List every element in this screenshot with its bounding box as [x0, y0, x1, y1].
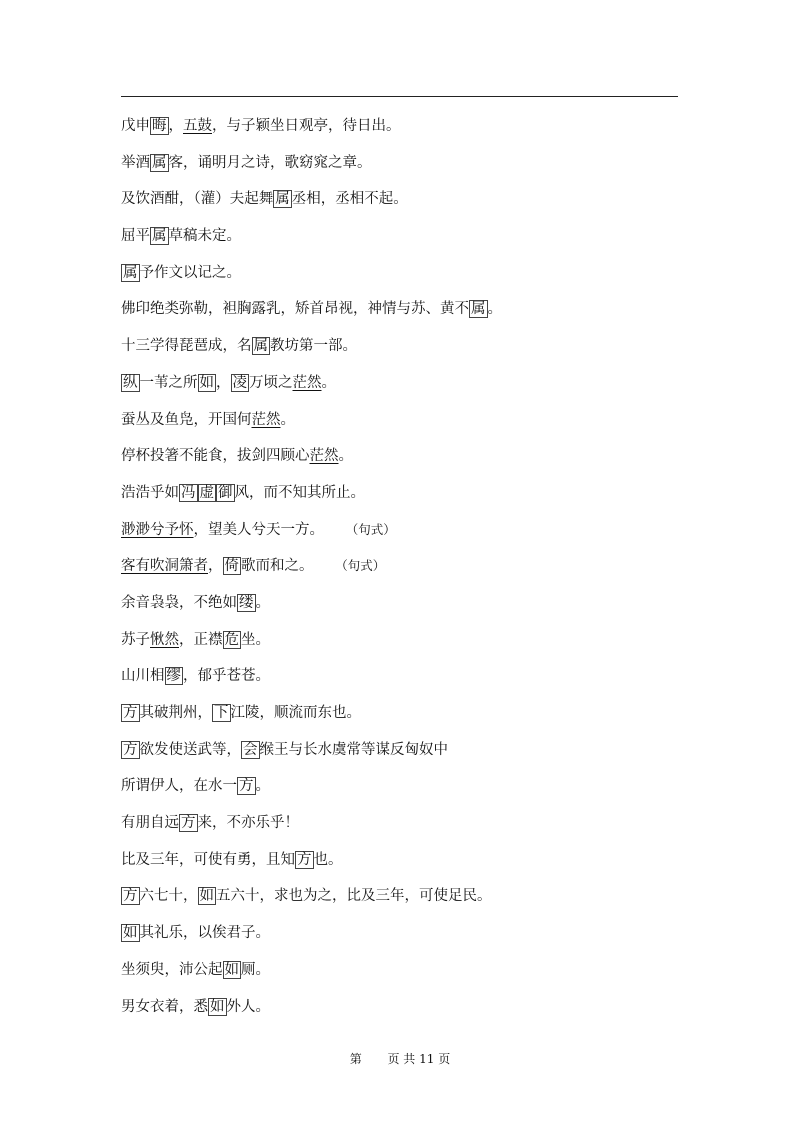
text-segment: 举酒	[121, 154, 150, 171]
text-segment: 客，诵明月之诗，歌窈窕之章。	[168, 154, 372, 171]
text-segment: 也。	[313, 851, 343, 868]
underlined-phrase: 渺渺兮予怀	[121, 521, 194, 538]
boxed-character: 属	[123, 264, 138, 281]
text-line	[121, 882, 721, 919]
boxed-character: 冯	[181, 484, 196, 501]
text-segment: 坐。	[241, 631, 270, 648]
underlined-phrase: 五鼓	[183, 118, 212, 134]
boxed-character: 方	[123, 705, 138, 721]
text-segment: ，	[216, 374, 231, 391]
boxed-character: 下	[214, 705, 229, 721]
footer-suffix: 页	[438, 1052, 451, 1066]
text-line	[121, 442, 721, 479]
text-segment: 。	[255, 594, 270, 611]
annotation-note: （句式）	[341, 558, 386, 574]
text-segment: 厕。	[241, 961, 270, 978]
text-segment: 江陵，顺流而东也。	[230, 705, 361, 721]
annotation-note: （句式）	[352, 521, 396, 537]
text-segment: ，	[168, 118, 183, 134]
boxed-character: 属	[253, 338, 268, 355]
text-line	[121, 993, 721, 1030]
text-segment: 。	[487, 301, 502, 318]
boxed-character: 会	[243, 741, 258, 758]
boxed-character: 方	[123, 741, 138, 758]
text-line	[121, 149, 721, 186]
boxed-character: 危	[224, 631, 239, 648]
text-segment: 蚕丛及鱼凫，开国何	[121, 411, 252, 428]
boxed-character: 如	[199, 374, 214, 391]
text-segment: ，正襟	[179, 631, 223, 648]
boxed-character: 属	[152, 154, 167, 171]
text-segment: 十三学得琵琶成，名	[121, 338, 252, 355]
text-segment: 来，不亦乐乎！	[197, 815, 299, 832]
footer-prefix: 第	[349, 1052, 362, 1066]
boxed-character: 如	[199, 888, 214, 905]
text-line	[121, 809, 721, 846]
text-segment: 屈平	[121, 228, 150, 245]
text-segment: 比及三年，可使有勇，且知	[121, 851, 295, 868]
top-rule	[121, 96, 678, 97]
text-segment: 戊申	[121, 118, 150, 134]
boxed-character: 属	[471, 301, 486, 318]
boxed-character: 方	[297, 851, 312, 868]
text-line	[121, 552, 721, 589]
text-segment: 余音袅袅，不绝如	[121, 594, 237, 611]
text-line	[121, 846, 721, 883]
underlined-phrase: 茫然	[251, 411, 281, 428]
boxed-character: 凌	[232, 374, 247, 391]
text-segment: 缑王与长水虞常等谋反匈奴中	[259, 741, 448, 758]
text-segment: 。	[338, 448, 353, 465]
text-segment: 一苇之所	[139, 374, 198, 391]
text-segment: ，郁乎苍苍。	[183, 668, 270, 685]
text-line	[121, 259, 721, 296]
text-segment: 苏子	[121, 631, 150, 648]
boxed-character: 属	[275, 191, 290, 208]
boxed-character: 倚	[224, 558, 239, 575]
boxed-character: 晦	[152, 118, 167, 134]
text-line	[121, 185, 721, 222]
underlined-phrase: 客有吹洞箫者	[121, 558, 208, 575]
text-segment: 教坊第一部。	[270, 338, 357, 355]
text-segment: 浩浩乎如	[121, 484, 179, 501]
text-segment: 予作文以记之。	[139, 264, 241, 281]
text-segment: 其破荆州，	[139, 705, 212, 721]
boxed-character: 如	[210, 998, 225, 1015]
text-segment: 坐须臾，沛公起	[121, 961, 223, 978]
text-segment: ，与子颖坐日观亭，待日出。	[212, 118, 401, 134]
text-segment: ，望美人兮天一方。	[193, 521, 324, 538]
text-line	[121, 919, 721, 956]
footer-total: 11	[419, 1052, 435, 1066]
text-line	[121, 589, 721, 626]
text-segment: 其礼乐，以俟君子。	[139, 925, 270, 942]
text-segment: 六七十，	[139, 888, 198, 905]
text-segment: 风，而不知其所止。	[234, 484, 365, 501]
boxed-character: 御	[218, 484, 233, 501]
text-segment: 及饮酒酣，（灌）夫起舞	[121, 191, 274, 208]
boxed-character: 方	[181, 815, 196, 832]
text-line	[121, 479, 721, 516]
text-line	[121, 112, 721, 149]
text-segment: 欲发使送武等，	[139, 741, 241, 758]
text-line	[121, 332, 721, 369]
text-segment: 所谓伊人，在水一	[121, 778, 237, 795]
text-segment: 有朋自远	[121, 815, 179, 832]
underlined-phrase: 愀然	[150, 631, 179, 648]
text-line	[121, 406, 721, 443]
footer-middle: 页 共	[387, 1052, 416, 1066]
text-segment: 男女衣着，悉	[121, 998, 208, 1015]
text-segment: 五六十，求也为之，比及三年，可使足民。	[216, 888, 492, 905]
text-segment: 歌而和之。	[241, 558, 314, 575]
text-line	[121, 295, 721, 332]
text-line	[121, 736, 721, 773]
text-line	[121, 662, 721, 699]
boxed-character: 缪	[166, 668, 181, 685]
text-segment: 佛印绝类弥勒，袒胸露乳，矫首昂视，神情与苏、黄不	[121, 301, 469, 318]
boxed-character: 缕	[239, 594, 254, 611]
page-footer	[0, 1050, 800, 1067]
text-segment: 山川相	[121, 668, 165, 685]
text-line	[121, 956, 721, 993]
text-segment: 草稿未定。	[168, 228, 241, 245]
boxed-character: 方	[239, 778, 254, 795]
boxed-character: 如	[123, 925, 138, 942]
text-line	[121, 699, 721, 736]
text-segment: 丞相，丞相不起。	[291, 191, 408, 208]
text-line	[121, 222, 721, 259]
text-segment: 外人。	[226, 998, 270, 1015]
text-segment: 停杯投箸不能食，拔剑四顾心	[121, 448, 310, 465]
text-segment: 。	[321, 374, 336, 391]
boxed-character: 纵	[123, 374, 138, 391]
text-line	[121, 772, 721, 809]
text-segment: ，	[208, 558, 223, 575]
boxed-character: 属	[152, 228, 167, 245]
boxed-character: 如	[224, 961, 239, 978]
boxed-character: 虚	[199, 484, 214, 501]
boxed-character: 方	[123, 888, 138, 905]
text-segment: 。	[280, 411, 295, 428]
text-segment: 。	[255, 778, 270, 795]
underlined-phrase: 茫然	[292, 374, 322, 391]
text-segment: 万顷之	[249, 374, 293, 391]
underlined-phrase: 茫然	[309, 448, 339, 465]
text-line	[121, 626, 721, 663]
text-line	[121, 369, 721, 406]
text-line	[121, 516, 721, 553]
text-body	[121, 112, 721, 1029]
